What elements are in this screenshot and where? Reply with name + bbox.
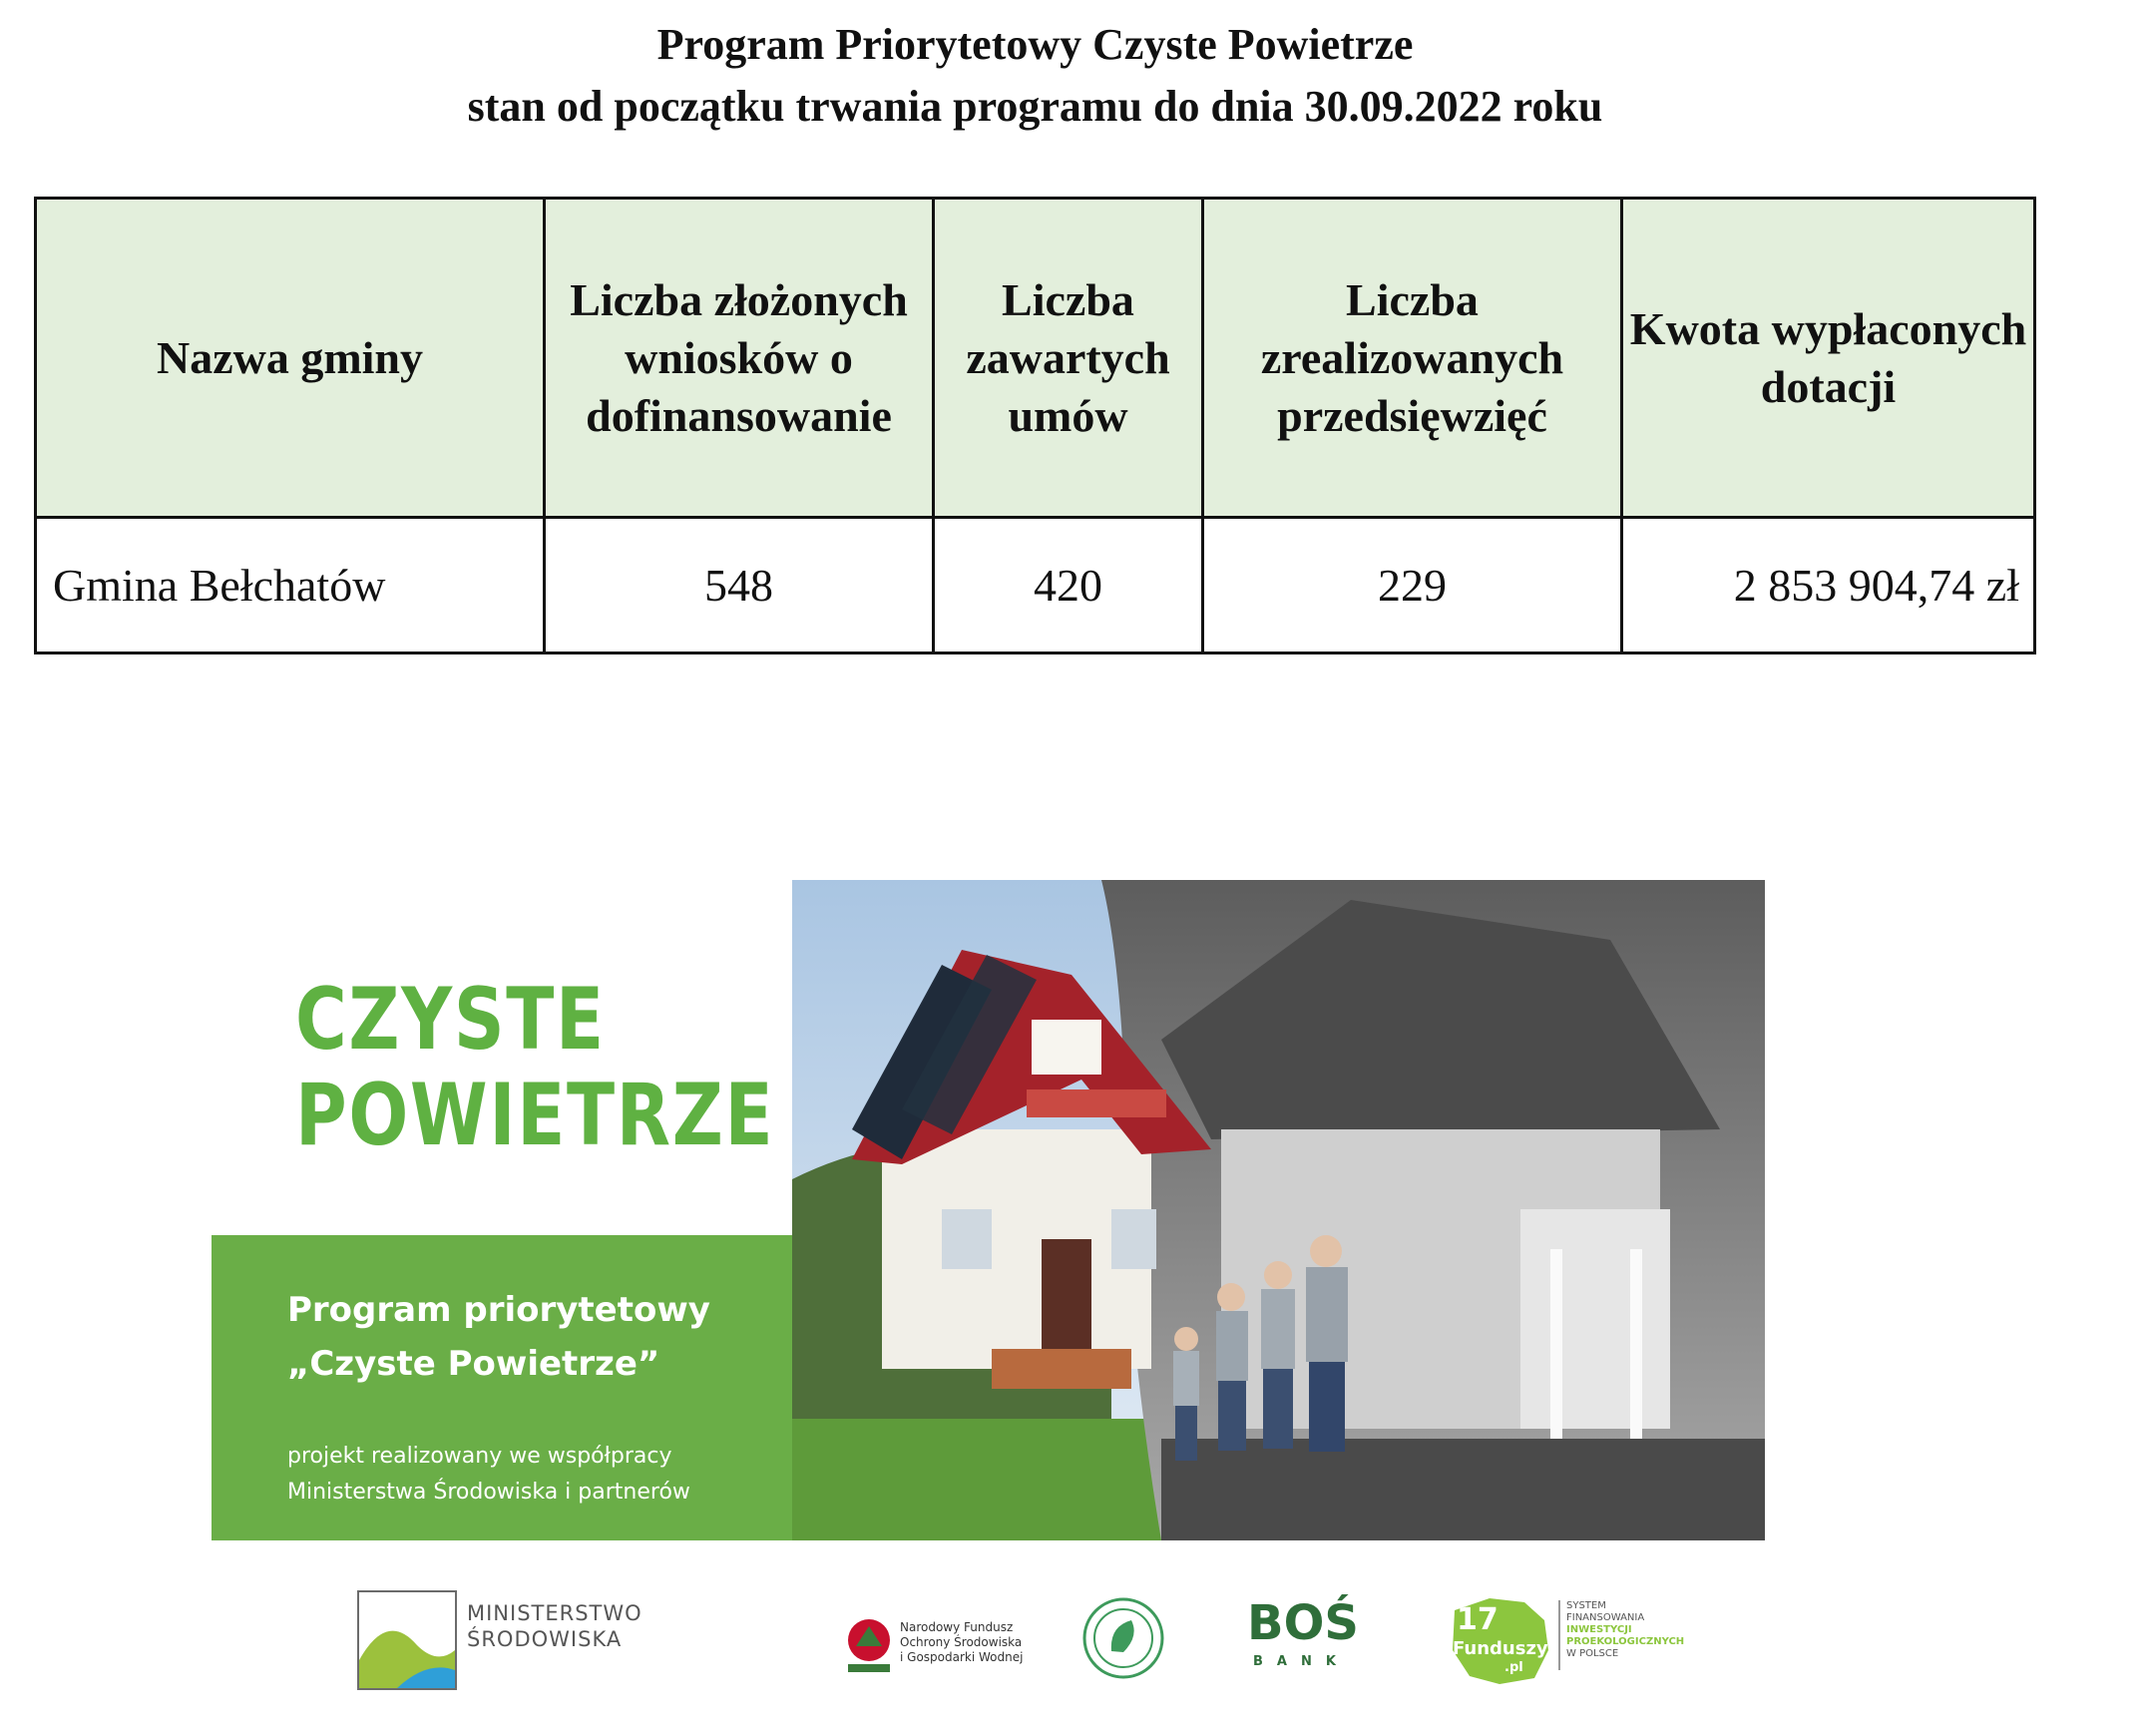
column-header-amount: Kwota wypłaconych dotacji — [1622, 199, 2035, 518]
fundusze-name: Funduszy — [1453, 1638, 1548, 1659]
nfosigw-emblem-icon — [844, 1616, 894, 1676]
cell-completed: 229 — [1203, 518, 1622, 653]
partner-logos — [0, 1576, 2145, 1706]
program-banner — [212, 880, 1765, 1540]
ministry-mountain-icon — [357, 1590, 457, 1690]
fundusze-divider — [1558, 1600, 1560, 1670]
ministry-name — [467, 1600, 643, 1652]
ministry-logo — [357, 1590, 656, 1690]
cell-amount: 2 853 904,74 zł — [1622, 518, 2035, 653]
brand-line-1: CZYSTE — [295, 970, 606, 1070]
bos-bank-logo — [1247, 1595, 1387, 1693]
fundusze-number: 17 — [1457, 1602, 1499, 1637]
cell-municipality: Gmina Bełchatów — [36, 518, 545, 653]
ministry-name-line-1: MINISTERSTWO — [467, 1601, 643, 1625]
program-title-line-2: „Czyste Powietrze” — [287, 1344, 660, 1384]
system-line-4: PROEKOLOGICZNYCH — [1566, 1636, 1685, 1647]
system-line-1: SYSTEM — [1566, 1600, 1606, 1611]
brand-line-2: POWIETRZE — [295, 1066, 775, 1165]
fundusze-logo — [1445, 1590, 1684, 1690]
nfosigw-logo — [844, 1616, 1034, 1686]
system-line-5: W POLSCE — [1566, 1648, 1619, 1659]
eco-seal-icon — [1081, 1596, 1165, 1680]
nfosigw-name — [900, 1620, 1023, 1665]
program-title — [287, 1283, 710, 1391]
brand-logo-text — [295, 972, 774, 1163]
program-info-box — [212, 1235, 792, 1540]
system-line-3: INWESTYCJI — [1566, 1624, 1632, 1635]
program-subtitle-line-2: Ministerstwa Środowiska i partnerów — [287, 1480, 690, 1505]
nfosigw-name-line-2: Ochrony Środowiska — [900, 1635, 1023, 1649]
page-title — [0, 14, 2070, 138]
column-header-contracts: Liczba zawartych umów — [934, 199, 1203, 518]
program-title-line-1: Program priorytetowy — [287, 1290, 710, 1330]
column-header-completed: Liczba zrealizowanych przedsięwzięć — [1203, 199, 1622, 518]
cell-applications: 548 — [545, 518, 934, 653]
statistics-table — [34, 197, 2036, 654]
bos-bank-label: BANK — [1253, 1654, 1350, 1669]
fundusze-domain: .pl — [1504, 1660, 1523, 1675]
column-header-name: Nazwa gminy — [36, 199, 545, 518]
cell-contracts: 420 — [934, 518, 1203, 653]
column-header-applications: Liczba złożonych wniosków o dofinansowanie — [545, 199, 934, 518]
ministry-name-line-2: ŚRODOWISKA — [467, 1627, 623, 1651]
table-row — [36, 518, 2035, 653]
title-line-2: stan od początku trwania programu do dnia 30.09.2022 roku — [467, 82, 1603, 131]
program-subtitle-line-1: projekt realizowany we współpracy — [287, 1444, 672, 1469]
table-header-row — [36, 199, 2035, 518]
system-line-2: FINANSOWANIA — [1566, 1612, 1645, 1623]
bos-bank-name: BOŚ — [1247, 1595, 1359, 1651]
system-description — [1566, 1600, 1684, 1660]
title-line-1: Program Priorytetowy Czyste Powietrze — [656, 20, 1414, 69]
nfosigw-name-line-1: Narodowy Fundusz — [900, 1620, 1014, 1634]
nfosigw-name-line-3: i Gospodarki Wodnej — [900, 1650, 1024, 1664]
program-subtitle — [287, 1439, 690, 1511]
house-family-photo — [792, 880, 1765, 1540]
banner-text-panel — [212, 880, 792, 1540]
